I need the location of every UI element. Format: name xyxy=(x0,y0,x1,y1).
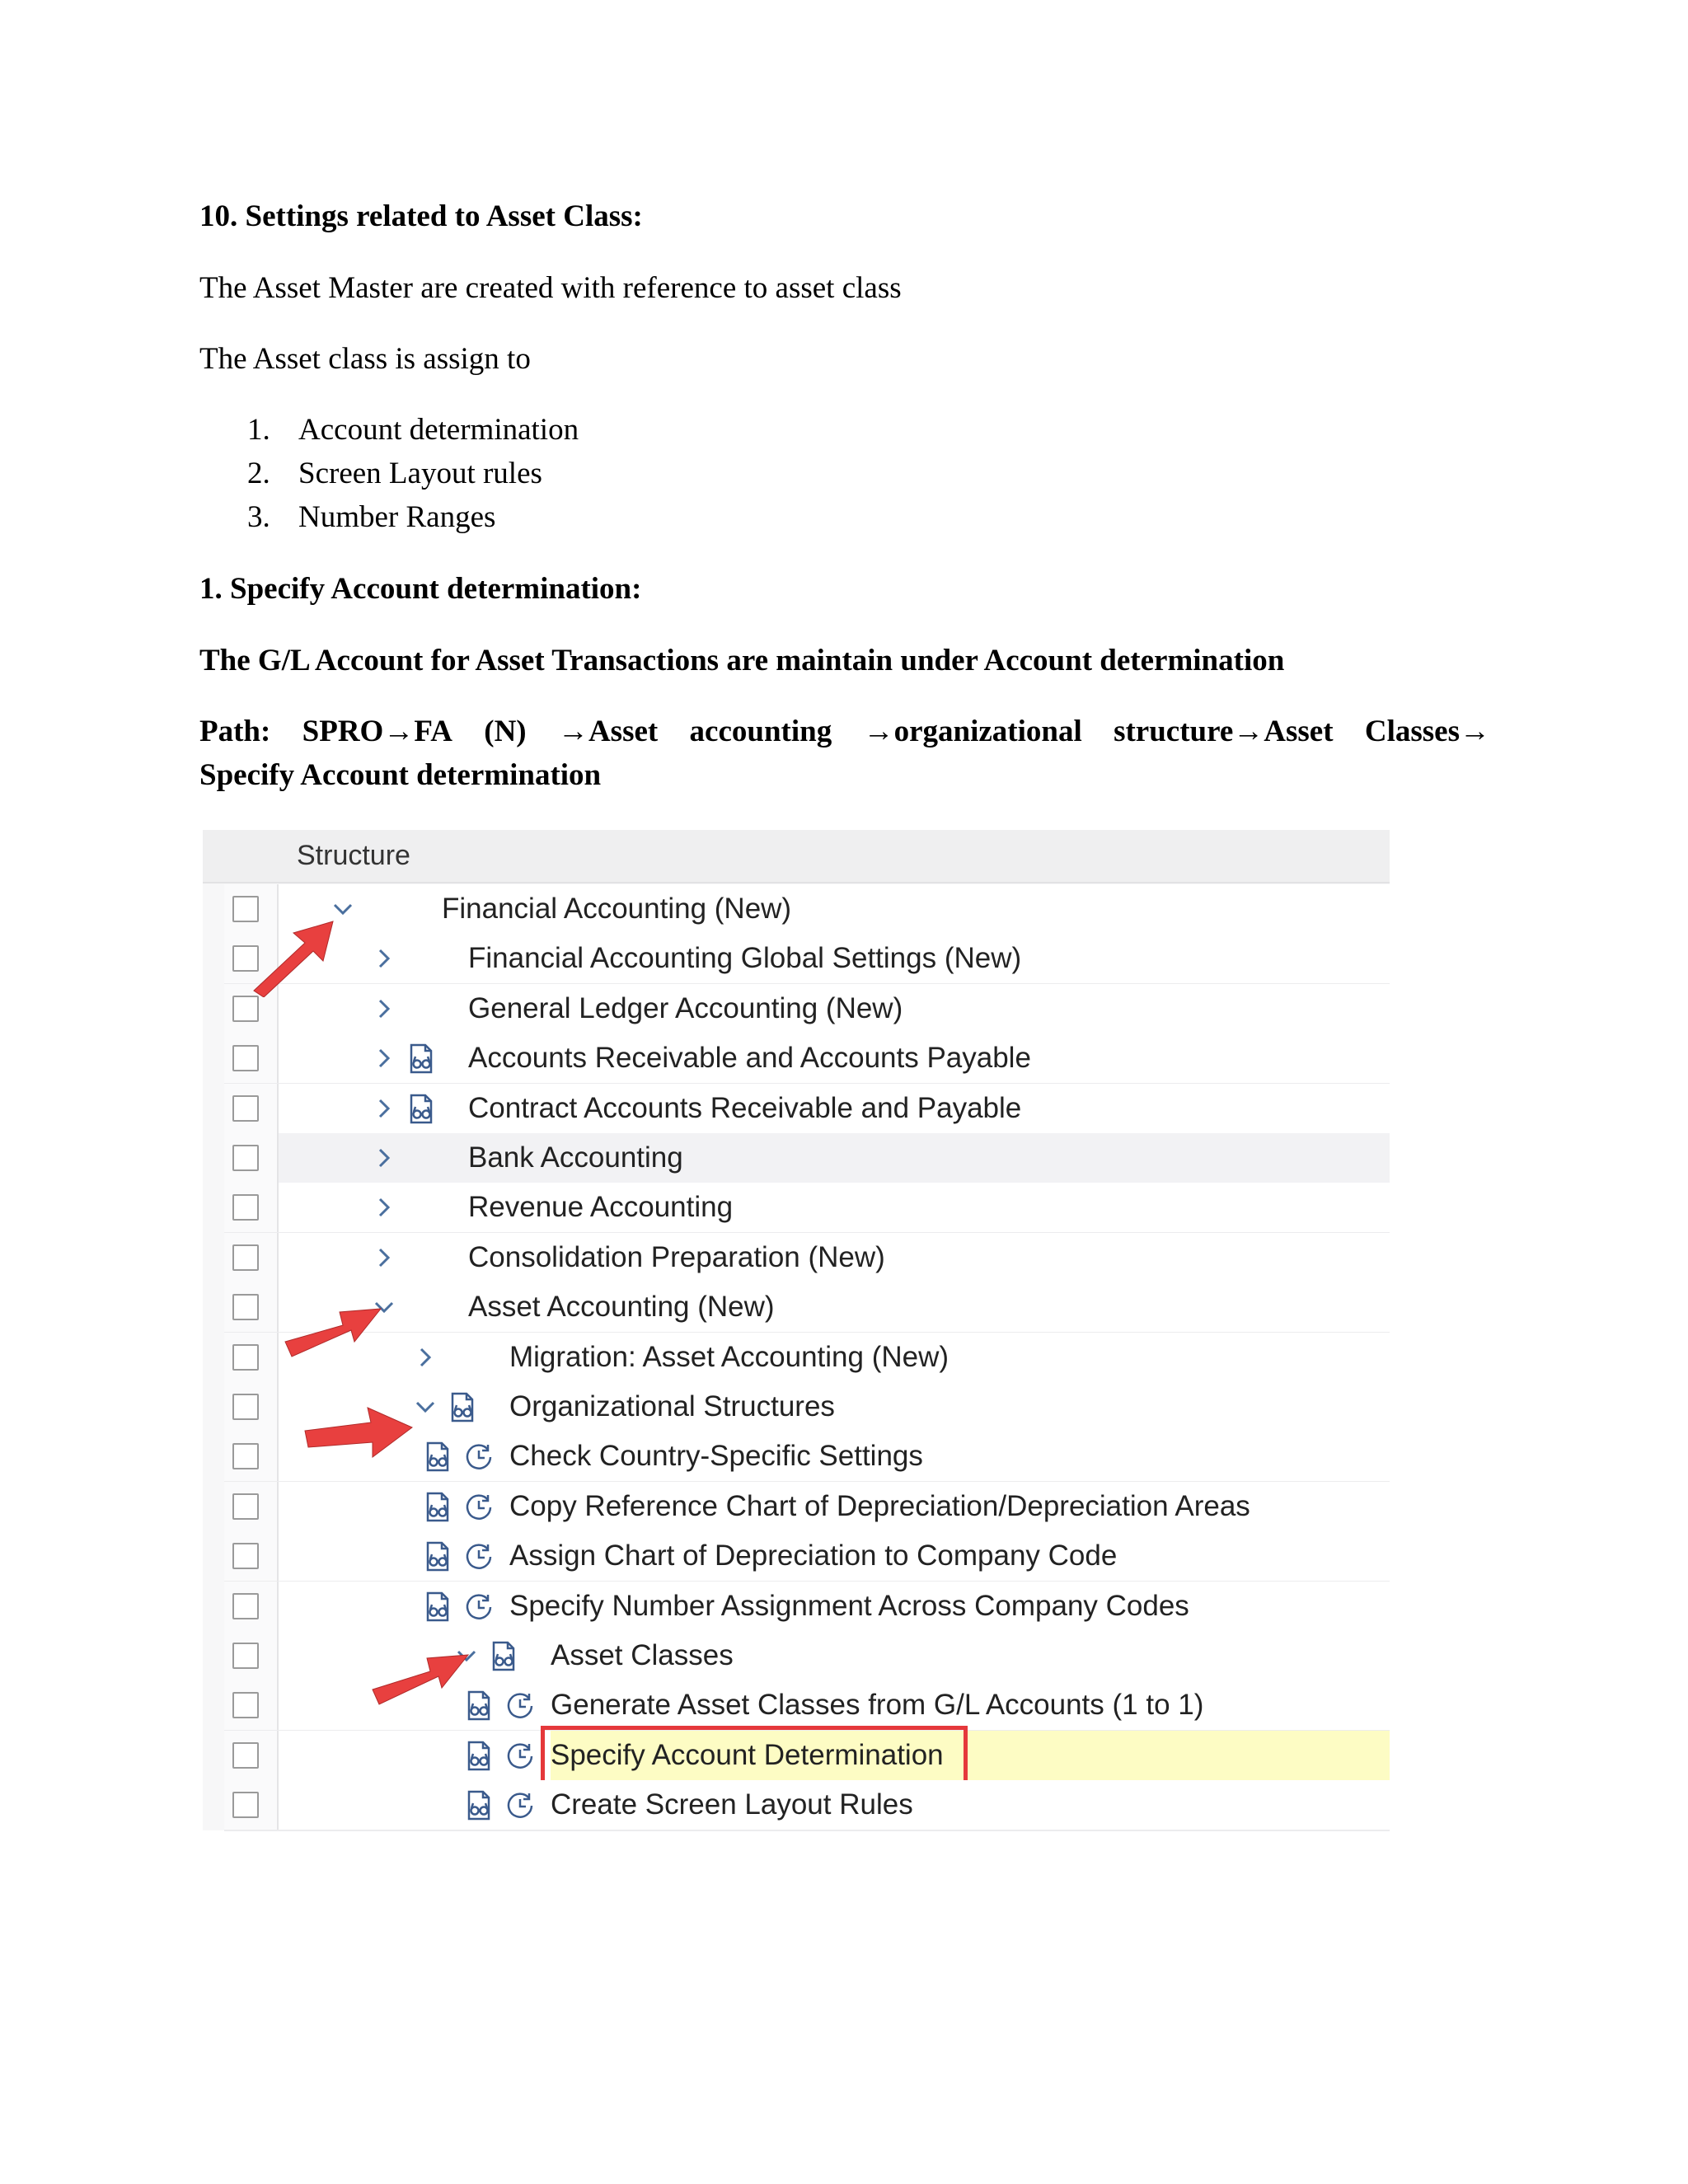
row-checkbox[interactable] xyxy=(232,1344,259,1371)
row-selector xyxy=(224,1680,279,1730)
list-number: 1. xyxy=(247,413,270,447)
doc-glasses-icon[interactable] xyxy=(463,1790,495,1821)
list-number: 2. xyxy=(247,457,270,490)
doc-glasses-icon[interactable] xyxy=(463,1741,495,1772)
tree-row[interactable] xyxy=(224,884,1390,935)
tree-row-label[interactable]: Bank Accounting xyxy=(468,1141,683,1174)
tree-row[interactable] xyxy=(224,1084,1390,1135)
tree-row-label[interactable]: Revenue Accounting xyxy=(468,1191,734,1224)
path-line-1 xyxy=(199,714,1490,750)
chevron-right-icon[interactable] xyxy=(373,1146,396,1169)
tree-row-label[interactable]: Migration: Asset Accounting (New) xyxy=(509,1340,950,1373)
tree-row[interactable] xyxy=(224,1333,1390,1384)
red-arrow-icon xyxy=(302,1399,417,1465)
doc-glasses-icon[interactable] xyxy=(422,1591,453,1623)
section-heading: 10. Settings related to Asset Class: xyxy=(199,199,643,233)
chevron-down-icon[interactable] xyxy=(414,1395,437,1418)
path-word: →organizational xyxy=(863,715,1082,748)
row-selector xyxy=(224,1631,279,1680)
tree-header-label: Structure xyxy=(297,840,410,871)
clock-execute-icon[interactable] xyxy=(463,1492,495,1523)
doc-glasses-icon[interactable] xyxy=(422,1441,453,1473)
tree-row-label[interactable]: Generate Asset Classes from G/L Accounts (1 to 1) xyxy=(551,1689,1204,1722)
chevron-right-icon[interactable] xyxy=(373,1047,396,1070)
row-selector xyxy=(224,1183,279,1232)
row-checkbox[interactable] xyxy=(232,1394,259,1420)
chevron-right-icon[interactable] xyxy=(373,947,396,970)
path-word: →Asset xyxy=(557,715,659,748)
clock-execute-icon[interactable] xyxy=(463,1541,495,1572)
clock-execute-icon[interactable] xyxy=(463,1591,495,1623)
row-checkbox[interactable] xyxy=(232,1643,259,1669)
row-selector xyxy=(224,1582,279,1631)
row-checkbox[interactable] xyxy=(232,1543,259,1569)
list-number: 3. xyxy=(247,500,270,534)
tree-row-label[interactable]: Specify Account Determination xyxy=(551,1738,944,1771)
row-checkbox[interactable] xyxy=(232,1045,259,1071)
row-checkbox[interactable] xyxy=(232,1095,259,1122)
row-checkbox[interactable] xyxy=(232,1742,259,1769)
subheading: 1. Specify Account determination: xyxy=(199,572,642,606)
row-checkbox[interactable] xyxy=(232,1493,259,1520)
tree-row[interactable] xyxy=(224,1233,1390,1284)
paragraph-asset-master: The Asset Master are created with reference to asset class xyxy=(199,271,902,305)
tree-row-label[interactable]: Assign Chart of Depreciation to Company Code xyxy=(509,1540,1118,1572)
list-item: Number Ranges xyxy=(298,500,496,534)
path-word: (N) xyxy=(484,715,527,748)
red-arrow-icon xyxy=(247,915,338,997)
doc-glasses-icon[interactable] xyxy=(422,1492,453,1523)
clock-execute-icon[interactable] xyxy=(504,1790,536,1821)
paragraph-asset-class-assign: The Asset class is assign to xyxy=(199,342,531,376)
chevron-right-icon[interactable] xyxy=(373,1246,396,1269)
tree-row[interactable] xyxy=(224,1531,1390,1582)
chevron-right-icon[interactable] xyxy=(373,1196,396,1219)
tree-row[interactable] xyxy=(224,1033,1390,1085)
tree-row[interactable] xyxy=(224,1731,1390,1782)
tree-row-label[interactable]: General Ledger Accounting (New) xyxy=(468,991,903,1024)
chevron-right-icon[interactable] xyxy=(373,997,396,1020)
chevron-right-icon[interactable] xyxy=(414,1346,437,1369)
path-word: Path: xyxy=(199,715,271,748)
tree-row-label[interactable]: Specify Number Assignment Across Company Codes xyxy=(509,1589,1189,1622)
tree-row-label[interactable]: Accounts Receivable and Accounts Payable xyxy=(468,1042,1031,1075)
doc-glasses-icon[interactable] xyxy=(447,1392,478,1423)
clock-execute-icon[interactable] xyxy=(504,1690,536,1722)
row-selector xyxy=(224,1033,279,1083)
row-selector xyxy=(224,1282,279,1332)
bold-paragraph: The G/L Account for Asset Transactions are maintain under Account determination xyxy=(199,644,1285,677)
tree-row[interactable] xyxy=(224,1282,1390,1333)
row-checkbox[interactable] xyxy=(232,1593,259,1619)
row-selector xyxy=(224,1133,279,1183)
clock-execute-icon[interactable] xyxy=(504,1741,536,1772)
tree-row[interactable] xyxy=(224,1582,1390,1633)
highlight-box xyxy=(541,1726,968,1785)
row-checkbox[interactable] xyxy=(232,1294,259,1320)
tree-row-label[interactable]: Financial Accounting Global Settings (New) xyxy=(468,942,1022,975)
chevron-right-icon[interactable] xyxy=(373,1097,396,1120)
row-selector xyxy=(224,1780,279,1830)
row-checkbox[interactable] xyxy=(232,996,259,1022)
red-arrow-icon xyxy=(369,1647,472,1708)
row-selector xyxy=(224,1531,279,1581)
list-item: Screen Layout rules xyxy=(298,457,542,490)
tree-row-label[interactable]: Organizational Structures xyxy=(509,1390,835,1422)
tree-header xyxy=(203,830,1390,883)
row-selector xyxy=(224,1084,279,1133)
doc-glasses-icon[interactable] xyxy=(488,1641,519,1672)
path-line-2: Specify Account determination xyxy=(199,758,602,792)
list-item: Account determination xyxy=(298,413,579,447)
tree-row-label[interactable]: Create Screen Layout Rules xyxy=(551,1788,913,1821)
row-selector xyxy=(224,1432,279,1481)
row-selector xyxy=(224,1333,279,1382)
row-selector xyxy=(224,1482,279,1531)
tree-row[interactable] xyxy=(224,934,1390,985)
doc-glasses-icon[interactable] xyxy=(406,1043,437,1075)
tree-row-label[interactable]: Asset Classes xyxy=(551,1639,734,1671)
path-word: Classes→ xyxy=(1364,715,1490,748)
red-arrow-icon xyxy=(282,1301,385,1362)
row-checkbox[interactable] xyxy=(232,1443,259,1469)
doc-glasses-icon[interactable] xyxy=(406,1094,437,1125)
row-checkbox[interactable] xyxy=(232,1792,259,1818)
tree-row-label[interactable]: Consolidation Preparation (New) xyxy=(468,1240,885,1273)
tree-row-label[interactable]: Contract Accounts Receivable and Payable xyxy=(468,1091,1022,1124)
tree-row[interactable] xyxy=(224,1482,1390,1533)
clock-execute-icon[interactable] xyxy=(463,1441,495,1473)
tree-row[interactable] xyxy=(224,984,1390,1035)
row-checkbox[interactable] xyxy=(232,1692,259,1718)
row-selector xyxy=(224,1233,279,1282)
tree-row-label[interactable]: Check Country-Specific Settings xyxy=(509,1440,923,1473)
row-selector xyxy=(224,1382,279,1432)
tree-row[interactable] xyxy=(224,1183,1390,1234)
row-checkbox[interactable] xyxy=(232,1145,259,1171)
path-word: accounting xyxy=(689,715,832,748)
row-checkbox[interactable] xyxy=(232,1194,259,1221)
doc-glasses-icon[interactable] xyxy=(422,1541,453,1572)
row-checkbox[interactable] xyxy=(232,1244,259,1271)
tree-row[interactable] xyxy=(224,1133,1390,1184)
path-word: structure→Asset xyxy=(1114,715,1334,748)
tree-row-label[interactable]: Asset Accounting (New) xyxy=(468,1291,775,1324)
row-selector xyxy=(224,1731,279,1780)
tree-row-label[interactable]: Copy Reference Chart of Depreciation/Depreciation Areas xyxy=(509,1489,1250,1522)
path-word: SPRO→FA xyxy=(302,715,452,748)
tree-row[interactable] xyxy=(224,1780,1390,1831)
tree-row-label[interactable]: Financial Accounting (New) xyxy=(442,893,792,925)
